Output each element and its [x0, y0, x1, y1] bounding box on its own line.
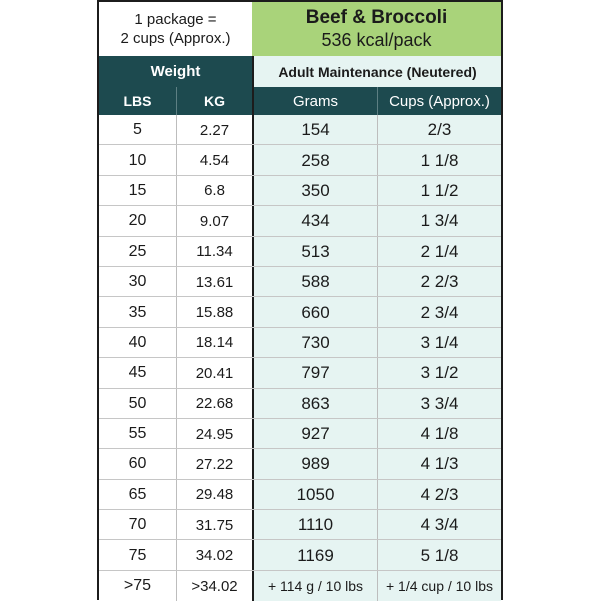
table-row	[99, 540, 501, 570]
product-title: Beef & Broccoli	[305, 7, 448, 28]
grams-header: Grams	[252, 87, 378, 115]
product-kcal: 536 kcal/pack	[321, 30, 432, 50]
grams-cell: + 114 g / 10 lbs	[252, 571, 378, 601]
kg-cell: 18.14	[177, 328, 252, 358]
kg-cell: 22.68	[177, 389, 252, 419]
cups-cell: 3 1/2	[378, 358, 501, 388]
lbs-cell: 50	[99, 389, 177, 419]
table-row	[99, 358, 501, 388]
grams-cell: 927	[252, 419, 378, 449]
lbs-cell: 15	[99, 176, 177, 206]
table-row	[99, 145, 501, 175]
cups-cell: 4 2/3	[378, 480, 501, 510]
maintenance-header: Adult Maintenance (Neutered)	[252, 56, 501, 87]
lbs-cell: 20	[99, 206, 177, 236]
cups-cell: 1 1/8	[378, 145, 501, 175]
lbs-cell: 25	[99, 237, 177, 267]
lbs-header: LBS	[99, 87, 177, 115]
table-row	[99, 571, 501, 601]
lbs-cell: 60	[99, 449, 177, 479]
cups-cell: 4 1/3	[378, 449, 501, 479]
grams-cell: 1050	[252, 480, 378, 510]
kg-cell: 11.34	[177, 237, 252, 267]
feeding-table	[97, 0, 503, 600]
kg-cell: 29.48	[177, 480, 252, 510]
table-body	[99, 115, 501, 601]
table-row	[99, 419, 501, 449]
grams-cell: 989	[252, 449, 378, 479]
table-row	[99, 328, 501, 358]
table-row	[99, 237, 501, 267]
grams-cell: 154	[252, 115, 378, 145]
grams-cell: 730	[252, 328, 378, 358]
table-row	[99, 510, 501, 540]
table-row	[99, 115, 501, 145]
lbs-cell: 5	[99, 115, 177, 145]
kg-cell: 20.41	[177, 358, 252, 388]
kg-cell: 31.75	[177, 510, 252, 540]
lbs-cell: 35	[99, 297, 177, 327]
cups-header: Cups (Approx.)	[378, 87, 501, 115]
cups-cell: 5 1/8	[378, 540, 501, 570]
cups-cell: 2 1/4	[378, 237, 501, 267]
table-row	[99, 176, 501, 206]
lbs-cell: 70	[99, 510, 177, 540]
package-note	[99, 2, 252, 56]
product-header	[252, 2, 501, 56]
grams-cell: 434	[252, 206, 378, 236]
kg-cell: 27.22	[177, 449, 252, 479]
lbs-cell: 45	[99, 358, 177, 388]
cups-cell: 2/3	[378, 115, 501, 145]
table-row	[99, 389, 501, 419]
package-note-line1: 1 package =	[134, 11, 217, 28]
lbs-cell: 55	[99, 419, 177, 449]
grams-cell: 797	[252, 358, 378, 388]
grams-cell: 660	[252, 297, 378, 327]
kg-header: KG	[177, 87, 252, 115]
table-row	[99, 480, 501, 510]
cups-cell: 3 3/4	[378, 389, 501, 419]
table-row	[99, 297, 501, 327]
lbs-cell: 65	[99, 480, 177, 510]
grams-cell: 350	[252, 176, 378, 206]
package-note-line2: 2 cups (Approx.)	[120, 30, 231, 47]
lbs-cell: 10	[99, 145, 177, 175]
table-row	[99, 206, 501, 236]
kg-cell: 15.88	[177, 297, 252, 327]
cups-cell: 1 1/2	[378, 176, 501, 206]
lbs-cell: 75	[99, 540, 177, 570]
grams-cell: 513	[252, 237, 378, 267]
grams-cell: 258	[252, 145, 378, 175]
grams-cell: 1110	[252, 510, 378, 540]
cups-cell: 3 1/4	[378, 328, 501, 358]
grams-cell: 1169	[252, 540, 378, 570]
kg-cell: 34.02	[177, 540, 252, 570]
cups-cell: 4 1/8	[378, 419, 501, 449]
cups-cell: + 1/4 cup / 10 lbs	[378, 571, 501, 601]
kg-cell: 4.54	[177, 145, 252, 175]
kg-cell: 24.95	[177, 419, 252, 449]
grams-cell: 588	[252, 267, 378, 297]
kg-cell: 13.61	[177, 267, 252, 297]
lbs-cell: 30	[99, 267, 177, 297]
kg-cell: 9.07	[177, 206, 252, 236]
table-row	[99, 449, 501, 479]
kg-cell: 2.27	[177, 115, 252, 145]
lbs-cell: 40	[99, 328, 177, 358]
kg-cell: >34.02	[177, 571, 252, 601]
grams-cell: 863	[252, 389, 378, 419]
cups-cell: 1 3/4	[378, 206, 501, 236]
cups-cell: 2 2/3	[378, 267, 501, 297]
weight-header: Weight	[99, 56, 252, 87]
cups-cell: 4 3/4	[378, 510, 501, 540]
kg-cell: 6.8	[177, 176, 252, 206]
table-row	[99, 267, 501, 297]
cups-cell: 2 3/4	[378, 297, 501, 327]
lbs-cell: >75	[99, 571, 177, 601]
